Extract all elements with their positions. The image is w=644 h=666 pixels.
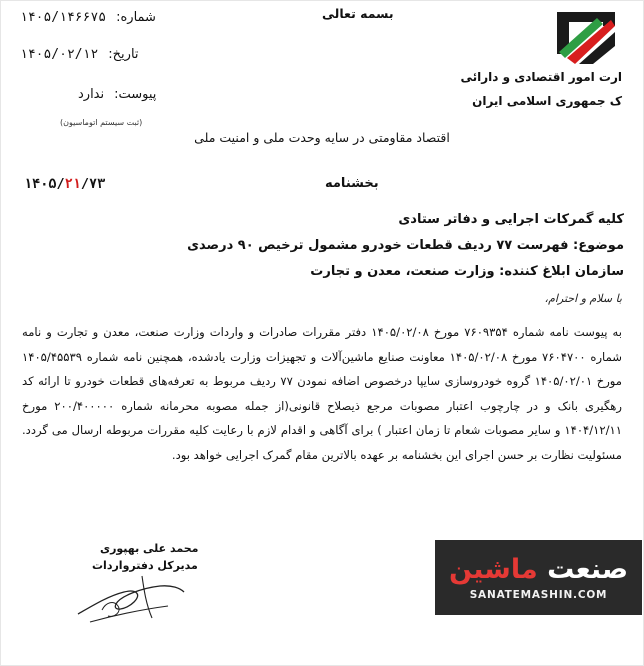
- letter-date-label: تاریخ:: [108, 47, 139, 62]
- attachment-label: پیوست:: [114, 87, 157, 102]
- issuer-heading: سازمان ابلاغ کننده: وزارت صنعت، معدن و تجارت: [310, 264, 624, 279]
- letter-date-row: [20, 47, 139, 62]
- circular-title: بخشنامه: [325, 176, 379, 191]
- customs-logo-icon: [553, 6, 619, 68]
- watermark-url: SANATEMASHIN.COM: [469, 589, 608, 601]
- letter-number-label: شماره:: [116, 10, 156, 25]
- signatory-title: مدیرکل دفترواردات: [92, 559, 198, 572]
- org-name-line-1: ارت امور اقتصادی و دارائی: [460, 70, 622, 84]
- letter-number-value: ۱۴۰۵/۱۴۶۶۷۵: [20, 10, 107, 25]
- circular-number-mid: ۲۱: [64, 176, 81, 192]
- watermark-brand-part2: ماشین: [448, 554, 538, 585]
- recipients-heading: کلیه گمرکات اجرایی و دفاتر ستادی: [398, 212, 624, 227]
- letter-number-row: [20, 10, 156, 25]
- greeting: با سلام و احترام،: [544, 292, 622, 305]
- signatory-name: محمد علی بهپوری: [100, 542, 199, 555]
- circular-number: [24, 176, 105, 192]
- letter-date-value: ۱۴۰۵/۰۲/۱۲: [20, 47, 99, 62]
- circular-number-prefix: ۱۴۰۵/: [24, 176, 65, 192]
- motto: اقتصاد مقاومتی در سایه وحدت ملی و امنیت ملی: [194, 130, 450, 145]
- org-name-line-2: ک جمهوری اسلامی ایران: [472, 94, 622, 108]
- attachment-value: ندارد: [78, 87, 105, 102]
- handwritten-signature-icon: [72, 566, 190, 630]
- watermark-brand-part1: صنعت: [547, 554, 629, 585]
- site-watermark: [435, 540, 642, 615]
- attachment-note: (ثبت سیستم اتوماسیون): [60, 118, 143, 127]
- attachment-row: [78, 87, 156, 102]
- watermark-brand: [435, 554, 642, 585]
- subject-heading: موضوع: فهرست ۷۷ ردیف قطعات خودرو مشمول ترخیص ۹۰ درصدی: [187, 238, 624, 253]
- circular-number-suffix: /۷۳: [80, 176, 106, 192]
- body-paragraph: به پیوست نامه شماره ۷۶۰۹۳۵۴ مورخ ۱۴۰۵/۰۲/۰۸ دفتر مقررات صادرات و واردات وزارت صنعت، معدن و تجارت و نامه شماره ۷۶۰۴۷۰۰ مورخ ۱۴۰۵/۰۲/۰۸ معاونت صنایع ماشین‌آلات و تجهیزات وزارت یادشده، همچنین نامه شماره ۱۴۰۵/۴۵۵۳۹ مورخ ۱۴۰۵/۰۲/۰۱ گروه خودروسازی سایپا درخصوص اضافه نمودن ۷۷ ردیف مربوط به تعرفه‌های قطعات خودرو تا ارائه کد رهگیری بانک و در چارچوب اعتبار مصوبات مرجع ذیصلاح قانونی(از جمله مصوبه محرمانه شماره ۲۰۰/۴۰۰۰۰۰ مورخ ۱۴۰۴/۱۲/۱۱ و سایر مصوبات شعام تا زمان اعتبار ) برای آگاهی و اقدام لازم با رعایت کلیه مقررات مربوطه ارسال می گردد. مسئولیت نظارت بر حسن اجرای این بخشنامه بر عهده بالاترین مقام گمرک اجرایی خواهد بود.: [22, 325, 622, 462]
- basmala: بسمه تعالی: [322, 6, 394, 21]
